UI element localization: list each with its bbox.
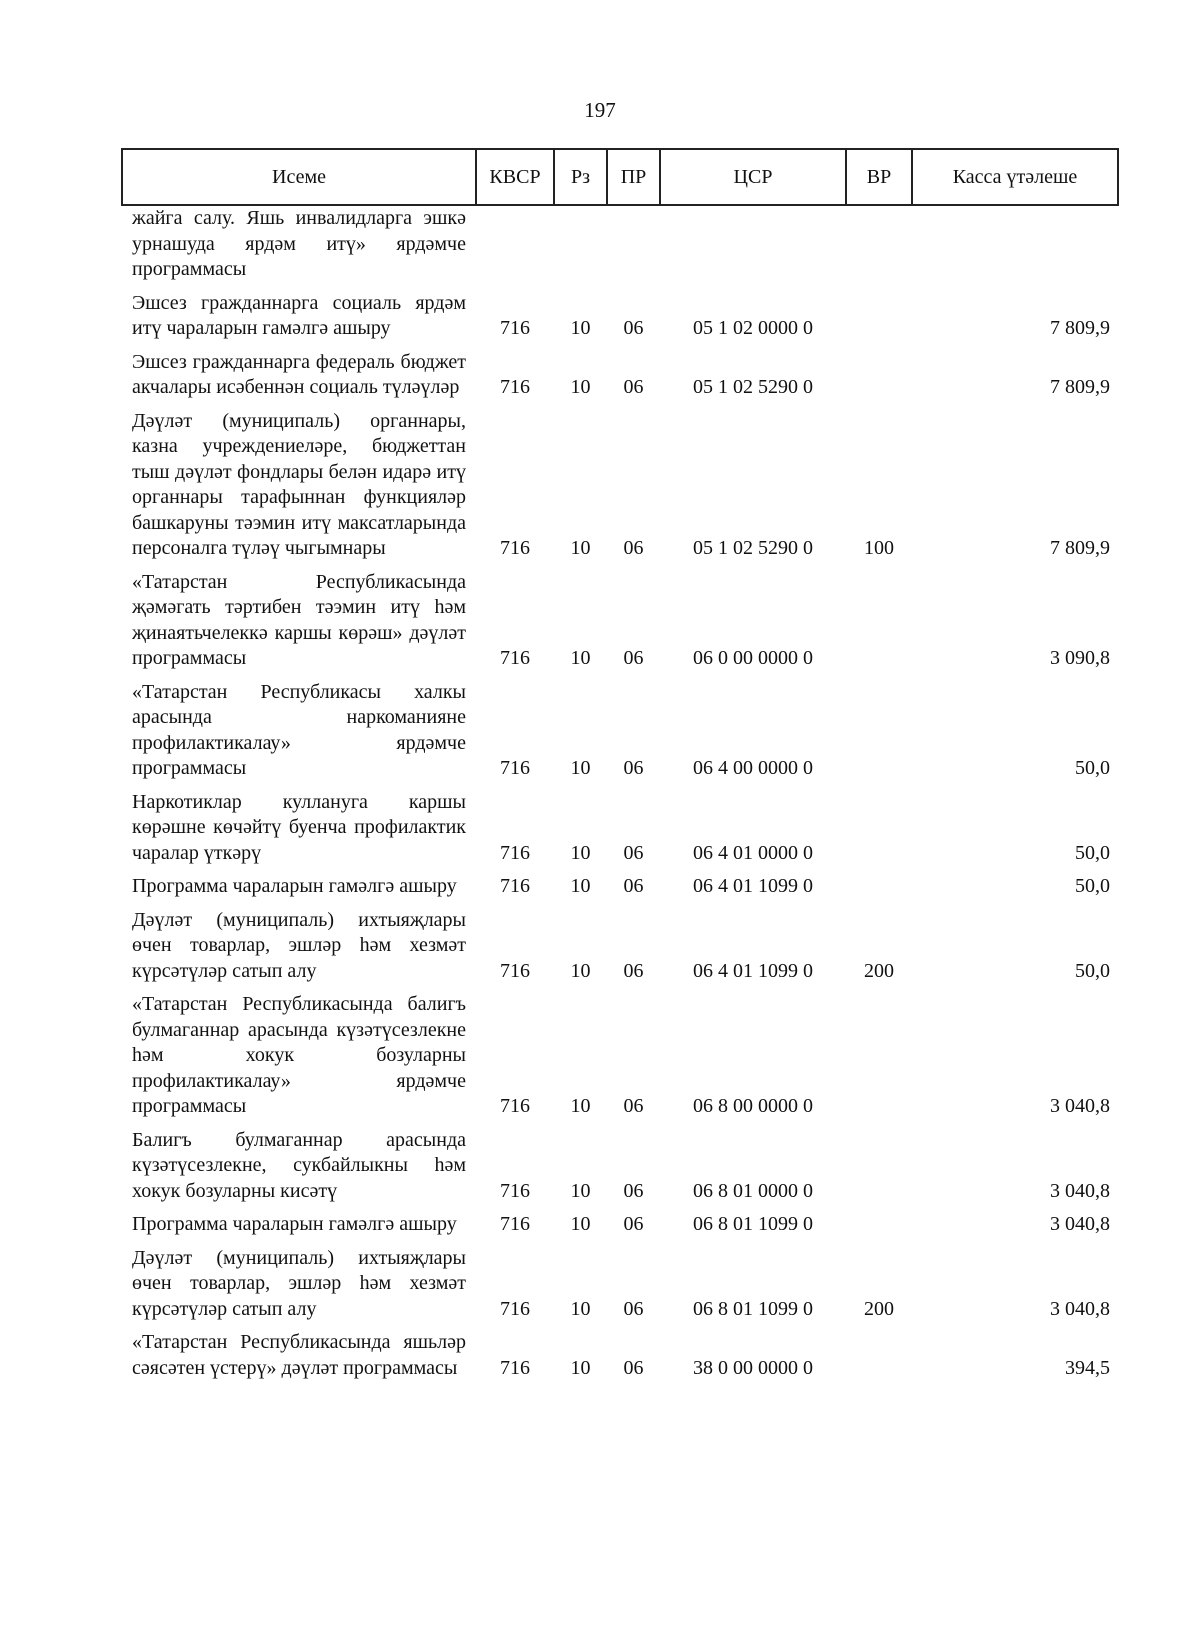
row-kvsr: 716 — [500, 537, 530, 559]
row-name: Балигъ булмаганнар арасында күзәтүсезлекне, сукбайлыкны һәм хокук бозуларны кисәтү — [132, 1128, 466, 1202]
row-name: Эшсез гражданнарга социаль ярдәм итү чараларын гамәлгә ашыру — [132, 291, 466, 339]
row-vr: 100 — [864, 537, 894, 559]
row-amount: 7 809,9 — [1050, 317, 1110, 339]
row-csr: 06 8 01 1099 0 — [693, 1213, 813, 1235]
page-number: 197 — [584, 98, 616, 122]
row-rz: 10 — [570, 875, 591, 897]
row-amount: 3 040,8 — [1050, 1213, 1110, 1235]
row-csr: 05 1 02 5290 0 — [693, 376, 813, 398]
row-rz: 10 — [570, 376, 591, 398]
row-pr: 06 — [623, 757, 644, 779]
row-name: Дәүләт (муниципаль) органнары, казна учреждениеләре, бюджеттан тыш дәүләт фондлары белән идарә итү органнары тарафыннан функцияләр башкаруны тәэмин итү максатларында персоналга түләү чыгымнары — [132, 409, 466, 559]
table-row — [122, 1124, 1118, 1209]
row-kvsr: 716 — [500, 647, 530, 669]
row-kvsr: 716 — [500, 959, 530, 982]
row-amount: 50,0 — [1075, 757, 1110, 779]
table-row — [122, 287, 1118, 346]
table-row — [122, 988, 1118, 1124]
row-csr: 06 4 01 0000 0 — [693, 841, 813, 864]
row-vr — [846, 566, 912, 676]
row-csr: 06 8 01 1099 0 — [693, 1297, 813, 1320]
header-kvsr: КВСР — [476, 149, 554, 205]
row-name: «Татарстан Республикасы халкы арасында наркоманияне профилактикалау» ярдәмче программасы — [132, 680, 466, 779]
row-csr: 06 8 01 0000 0 — [693, 1179, 813, 1202]
row-vr — [846, 1124, 912, 1209]
row-kvsr: 716 — [500, 1356, 530, 1379]
row-kvsr: 716 — [500, 376, 530, 398]
row-name: «Татарстан Республикасында балигъ булмаганнар арасында күзәтүсезлекне һәм хокук бозуларны профилактикалау» ярдәмче программасы — [132, 993, 466, 1117]
row-rz: 10 — [570, 537, 591, 559]
row-pr: 06 — [623, 959, 644, 982]
row-name: Программа чараларын гамәлгә ашыру — [132, 875, 457, 897]
row-rz: 10 — [570, 1297, 591, 1320]
row-amount — [912, 205, 1118, 287]
row-amount: 50,0 — [1075, 959, 1110, 982]
row-csr: 06 4 00 0000 0 — [693, 757, 813, 779]
row-amount: 3 040,8 — [1050, 1179, 1110, 1202]
row-csr: 38 0 00 0000 0 — [693, 1356, 813, 1379]
row-name: Эшсез гражданнарга федераль бюджет акчалары исәбеннән социаль түләүләр — [132, 350, 466, 398]
row-name: «Татарстан Республикасында җәмәгать тәртибен тәэмин итү һәм җинаятьчелеккә каршы көрәш» дәүләт программасы — [132, 570, 466, 669]
row-vr: 200 — [864, 1297, 894, 1320]
row-amount: 3 090,8 — [1050, 647, 1110, 669]
row-name: Наркотиклар куллануга каршы көрәшне көчәйтү буенча профилактик чаралар үткәрү — [132, 790, 466, 864]
table-row — [122, 1242, 1118, 1327]
row-name: Дәүләт (муниципаль) ихтыяҗлары өчен товарлар, эшләр һәм хезмәт күрсәтүләр сатып алу — [132, 1246, 466, 1320]
row-rz: 10 — [570, 959, 591, 982]
row-amount: 3 040,8 — [1050, 1297, 1110, 1320]
header-name: Исеме — [122, 149, 476, 205]
row-amount: 50,0 — [1075, 875, 1110, 897]
row-kvsr: 716 — [500, 1297, 530, 1320]
budget-table — [121, 148, 1119, 1385]
row-name: «Татарстан Республикасында яшьләр сәясәтен үстерү» дәүләт программасы — [132, 1331, 466, 1379]
row-pr: 06 — [623, 1179, 644, 1202]
row-csr: 06 8 00 0000 0 — [693, 1095, 813, 1117]
row-pr: 06 — [623, 875, 644, 897]
row-csr: 06 0 00 0000 0 — [693, 647, 813, 669]
row-pr: 06 — [623, 841, 644, 864]
row-pr: 06 — [623, 1095, 644, 1117]
table-row — [122, 870, 1118, 904]
table-row — [122, 1326, 1118, 1385]
table-body — [122, 205, 1118, 1385]
table-header-row — [122, 149, 1118, 205]
row-kvsr: 716 — [500, 841, 530, 864]
table-row — [122, 1208, 1118, 1242]
row-vr — [846, 346, 912, 405]
row-rz: 10 — [570, 1179, 591, 1202]
row-vr — [846, 287, 912, 346]
row-amount: 7 809,9 — [1050, 537, 1110, 559]
row-name: жайга салу. Яшь инвалидларга эшкә урнашуда ярдәм итү» ярдәмче программасы — [132, 207, 466, 280]
row-name: Программа чараларын гамәлгә ашыру — [132, 1213, 457, 1235]
header-rz: Рз — [554, 149, 607, 205]
row-vr — [846, 1208, 912, 1242]
row-amount: 7 809,9 — [1050, 376, 1110, 398]
row-rz: 10 — [570, 841, 591, 864]
row-vr — [846, 988, 912, 1124]
row-rz — [554, 205, 607, 287]
row-pr: 06 — [623, 1356, 644, 1379]
header-pr: ПР — [607, 149, 660, 205]
row-pr: 06 — [623, 537, 644, 559]
row-pr — [607, 205, 660, 287]
table-row — [122, 405, 1118, 566]
table-row — [122, 904, 1118, 989]
row-pr: 06 — [623, 1213, 644, 1235]
row-csr: 06 4 01 1099 0 — [693, 959, 813, 982]
row-amount: 3 040,8 — [1050, 1095, 1110, 1117]
row-kvsr: 716 — [500, 317, 530, 339]
row-vr — [846, 676, 912, 786]
row-csr — [660, 205, 846, 287]
table-row — [122, 205, 1118, 287]
row-kvsr: 716 — [500, 757, 530, 779]
row-name: Дәүләт (муниципаль) ихтыяҗлары өчен товарлар, эшләр һәм хезмәт күрсәтүләр сатып алу — [132, 908, 466, 982]
row-csr: 06 4 01 1099 0 — [693, 875, 813, 897]
table-row — [122, 676, 1118, 786]
row-vr — [846, 205, 912, 287]
table-row — [122, 346, 1118, 405]
row-rz: 10 — [570, 317, 591, 339]
row-pr: 06 — [623, 1297, 644, 1320]
table-row — [122, 566, 1118, 676]
row-pr: 06 — [623, 317, 644, 339]
row-rz: 10 — [570, 757, 591, 779]
row-csr: 05 1 02 5290 0 — [693, 537, 813, 559]
row-kvsr: 716 — [500, 875, 530, 897]
row-kvsr — [476, 205, 554, 287]
row-vr — [846, 786, 912, 871]
row-rz: 10 — [570, 1095, 591, 1117]
row-kvsr: 716 — [500, 1179, 530, 1202]
row-pr: 06 — [623, 647, 644, 669]
row-vr: 200 — [864, 959, 894, 982]
row-kvsr: 716 — [500, 1095, 530, 1117]
header-amount: Касса үтәлеше — [912, 149, 1118, 205]
row-csr: 05 1 02 0000 0 — [693, 317, 813, 339]
row-pr: 06 — [623, 376, 644, 398]
row-vr — [846, 1326, 912, 1385]
header-csr: ЦСР — [660, 149, 846, 205]
row-amount: 394,5 — [1065, 1356, 1110, 1379]
row-rz: 10 — [570, 647, 591, 669]
row-rz: 10 — [570, 1213, 591, 1235]
row-rz: 10 — [570, 1356, 591, 1379]
header-vr: ВР — [846, 149, 912, 205]
row-amount: 50,0 — [1075, 841, 1110, 864]
row-kvsr: 716 — [500, 1213, 530, 1235]
table-row — [122, 786, 1118, 871]
row-vr — [846, 870, 912, 904]
